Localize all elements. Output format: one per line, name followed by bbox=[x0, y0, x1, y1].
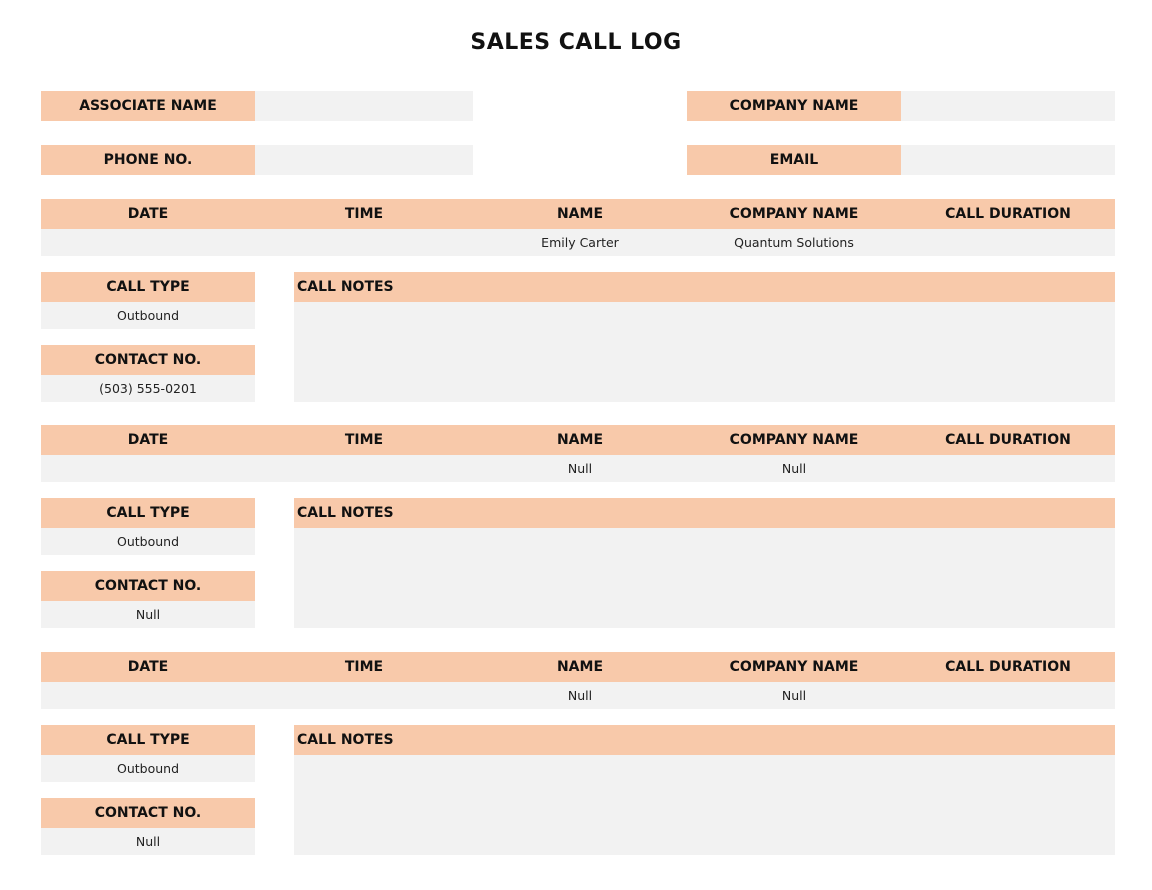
page-title: SALES CALL LOG bbox=[470, 30, 682, 55]
call-value-row bbox=[41, 682, 1115, 709]
call-duration-cell[interactable] bbox=[901, 229, 1115, 256]
date-column-header: DATE bbox=[127, 206, 169, 222]
contact-no-value[interactable]: (503) 555-0201 bbox=[41, 375, 255, 402]
call-notes-label: CALL NOTES bbox=[294, 725, 1115, 755]
call-value-row bbox=[41, 455, 1115, 482]
contact-no-value[interactable]: Null bbox=[41, 828, 255, 855]
call-header-row bbox=[41, 199, 1115, 229]
time-column-header: TIME bbox=[344, 206, 384, 222]
call-notes-label: CALL NOTES bbox=[294, 272, 1115, 302]
company-name-column-header: COMPANY NAME bbox=[729, 432, 859, 448]
call-duration-cell[interactable] bbox=[901, 682, 1115, 709]
contact-no-label: CONTACT NO. bbox=[41, 798, 255, 828]
contact-no-label: CONTACT NO. bbox=[41, 571, 255, 601]
date-column-header: DATE bbox=[127, 659, 169, 675]
company-name-field[interactable] bbox=[901, 91, 1115, 121]
call-type-value[interactable]: Outbound bbox=[41, 528, 255, 555]
call-type-value[interactable]: Outbound bbox=[41, 755, 255, 782]
company-cell[interactable]: Null bbox=[781, 461, 807, 476]
phone-no-label: PHONE NO. bbox=[41, 145, 255, 175]
call-notes-field[interactable] bbox=[294, 755, 1115, 855]
company-cell[interactable]: Null bbox=[781, 688, 807, 703]
call-duration-cell[interactable] bbox=[901, 455, 1115, 482]
call-duration-column-header: CALL DURATION bbox=[945, 432, 1071, 448]
date-cell[interactable] bbox=[41, 455, 255, 482]
time-cell[interactable] bbox=[255, 455, 473, 482]
date-column-header: DATE bbox=[127, 432, 169, 448]
time-cell[interactable] bbox=[255, 229, 473, 256]
email-field[interactable] bbox=[901, 145, 1115, 175]
contact-no-value[interactable]: Null bbox=[41, 601, 255, 628]
associate-name-label: ASSOCIATE NAME bbox=[41, 91, 255, 121]
name-cell[interactable]: Null bbox=[567, 688, 593, 703]
call-type-label: CALL TYPE bbox=[41, 272, 255, 302]
date-cell[interactable] bbox=[41, 229, 255, 256]
call-notes-field[interactable] bbox=[294, 302, 1115, 402]
name-column-header: NAME bbox=[556, 206, 604, 222]
company-name-column-header: COMPANY NAME bbox=[729, 659, 859, 675]
call-header-row bbox=[41, 652, 1115, 682]
time-cell[interactable] bbox=[255, 682, 473, 709]
time-column-header: TIME bbox=[344, 432, 384, 448]
time-column-header: TIME bbox=[344, 659, 384, 675]
company-cell[interactable]: Quantum Solutions bbox=[734, 235, 854, 250]
phone-no-field[interactable] bbox=[255, 145, 473, 175]
name-column-header: NAME bbox=[556, 432, 604, 448]
associate-name-field[interactable] bbox=[255, 91, 473, 121]
call-type-value[interactable]: Outbound bbox=[41, 302, 255, 329]
company-name-label: COMPANY NAME bbox=[687, 91, 901, 121]
call-type-label: CALL TYPE bbox=[41, 498, 255, 528]
call-duration-column-header: CALL DURATION bbox=[945, 659, 1071, 675]
contact-no-label: CONTACT NO. bbox=[41, 345, 255, 375]
call-notes-field[interactable] bbox=[294, 528, 1115, 628]
call-notes-label: CALL NOTES bbox=[294, 498, 1115, 528]
name-cell[interactable]: Null bbox=[567, 461, 593, 476]
call-duration-column-header: CALL DURATION bbox=[945, 206, 1071, 222]
name-cell[interactable]: Emily Carter bbox=[541, 235, 619, 250]
date-cell[interactable] bbox=[41, 682, 255, 709]
name-column-header: NAME bbox=[556, 659, 604, 675]
call-value-row bbox=[41, 229, 1115, 256]
email-label: EMAIL bbox=[687, 145, 901, 175]
call-header-row bbox=[41, 425, 1115, 455]
company-name-column-header: COMPANY NAME bbox=[729, 206, 859, 222]
call-type-label: CALL TYPE bbox=[41, 725, 255, 755]
